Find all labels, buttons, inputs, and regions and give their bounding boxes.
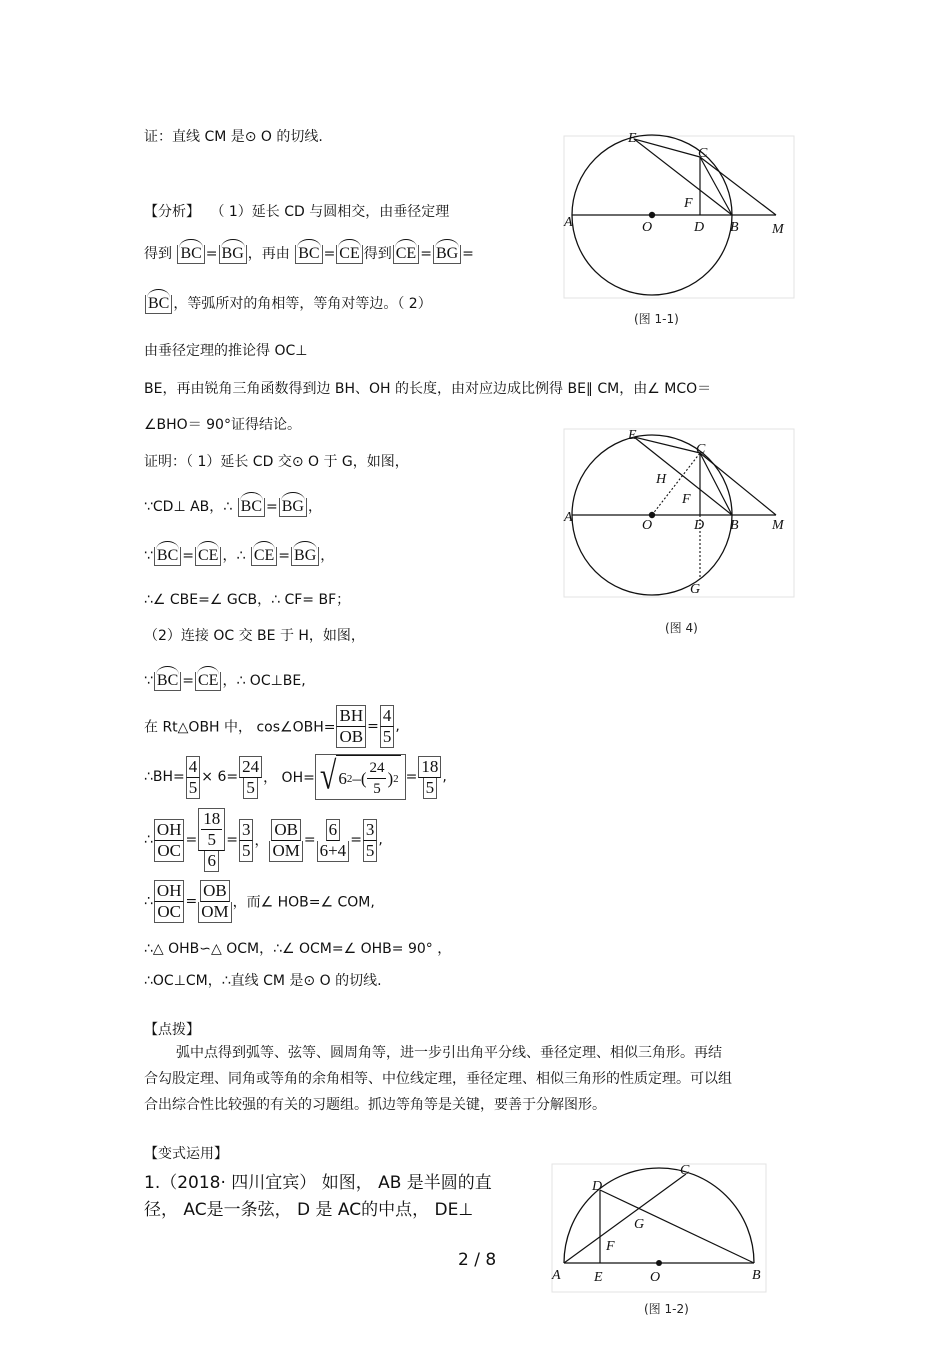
arc-bc: BC bbox=[177, 245, 204, 264]
proof-line-6 bbox=[144, 670, 306, 691]
text: ， OH= bbox=[263, 770, 315, 786]
text: 得到 bbox=[363, 246, 392, 262]
eq: = bbox=[185, 893, 198, 910]
label-A: A bbox=[552, 1268, 561, 1283]
fraction-ob-om bbox=[269, 819, 302, 862]
numerator: 4 bbox=[380, 705, 395, 727]
fraction-4-5 bbox=[380, 705, 395, 748]
denominator: OB bbox=[336, 727, 366, 748]
text: ∴BH= bbox=[144, 769, 185, 785]
analysis-line-5: BE，再由锐角三角函数得到边 BH、OH 的长度，由对应边成比例得 BE∥ CM，由∠ MCO＝ bbox=[144, 381, 712, 397]
comma: ， bbox=[307, 499, 322, 515]
eq: = bbox=[182, 673, 194, 689]
arc-bc: BC bbox=[295, 245, 322, 264]
arc-bg: BG bbox=[433, 245, 461, 264]
denominator: OM bbox=[198, 902, 231, 923]
label-O: O bbox=[642, 220, 653, 235]
text: 在 Rt△OBH 中， cos∠OBH= bbox=[144, 719, 336, 736]
eq: = bbox=[185, 832, 198, 848]
proof-line-bh: ∴BH= $\frac{4}{5}$ × 6= $\frac{24}{5}$ ， OH= √ 6 2 –( $\frac{24}{5}$ ) 2 = $\frac{18}{5}$ , bbox=[144, 754, 447, 800]
numerator: 24 bbox=[367, 758, 386, 779]
label-B: B bbox=[730, 220, 739, 235]
sqrt-expression: √ 6 2 –( $\frac{24}{5}$ ) 2 bbox=[315, 754, 406, 800]
arc-bc: BC bbox=[154, 672, 181, 691]
numerator: OB bbox=[200, 880, 230, 902]
question-line-1: 1.（2018· 四川宜宾） 如图， AB 是半圆的直 bbox=[144, 1173, 492, 1193]
denominator: 5 bbox=[239, 841, 254, 862]
eq: = bbox=[278, 548, 291, 564]
arc-bg: BG bbox=[279, 498, 307, 517]
label-C: C bbox=[680, 1163, 690, 1178]
analysis-text: （ 1）延长 CD 与圆相交，由垂径定理 bbox=[210, 204, 450, 220]
denominator: 5 bbox=[380, 727, 395, 748]
inner-den: 5 bbox=[207, 830, 216, 849]
statement-line: 证：直线 CM 是⊙ O 的切线. bbox=[144, 129, 323, 145]
arc-bg: BG bbox=[291, 547, 319, 566]
text: ，∴ OC⊥BE, bbox=[222, 673, 306, 689]
figure-1-1 bbox=[560, 130, 800, 300]
proof-line-conclusion: ∴OC⊥CM，∴直线 CM 是⊙ O 的切线. bbox=[144, 973, 382, 989]
arc-ce: CE bbox=[251, 547, 277, 566]
text: ∴ bbox=[144, 832, 153, 848]
proof-line-therefore bbox=[144, 880, 375, 923]
analysis-line-3 bbox=[144, 293, 432, 314]
fraction-24-5 bbox=[239, 756, 262, 799]
sqrt-exp: 2 bbox=[393, 772, 399, 785]
arc-bc: BC bbox=[238, 498, 265, 517]
label-M: M bbox=[772, 518, 784, 533]
numerator: 6 bbox=[326, 819, 341, 841]
fraction-oh-oc bbox=[154, 819, 185, 862]
eq: = bbox=[420, 246, 432, 262]
label-D: D bbox=[694, 518, 705, 533]
compound-fraction bbox=[198, 808, 225, 872]
variant-tag: 【变式运用】 bbox=[144, 1146, 228, 1162]
eq: = bbox=[367, 718, 379, 735]
denominator: 5 bbox=[243, 778, 258, 799]
proof-line-similar: ∴△ OHB∽△ OCM，∴∠ OCM=∠ OHB= 90° ， bbox=[144, 941, 452, 957]
label-O: O bbox=[650, 1270, 661, 1285]
label-B: B bbox=[752, 1268, 761, 1283]
numerator: 4 bbox=[186, 756, 201, 778]
arc-bg: BG bbox=[219, 245, 247, 264]
eq: = bbox=[323, 246, 336, 262]
question-line-2: 径， AC是一条弦， D 是 AC的中点， DE⊥ bbox=[144, 1200, 474, 1220]
text: ∴ bbox=[144, 893, 153, 910]
label-O: O bbox=[642, 518, 653, 533]
label-F: F bbox=[682, 492, 691, 507]
denominator: OM bbox=[269, 841, 302, 862]
text: ，再由 bbox=[247, 246, 290, 262]
denominator: 5 bbox=[186, 778, 201, 799]
text: ∵ bbox=[144, 673, 153, 689]
label-F: F bbox=[684, 196, 693, 211]
comma: ， bbox=[320, 548, 335, 564]
text: ∵CD⊥ AB，∴ bbox=[144, 499, 233, 515]
label-A: A bbox=[564, 215, 573, 230]
denominator: 6+4 bbox=[317, 841, 350, 862]
denominator: 5 bbox=[373, 781, 381, 797]
numerator bbox=[198, 808, 225, 851]
label-D: D bbox=[592, 1179, 603, 1194]
label-E: E bbox=[594, 1270, 603, 1285]
numerator: 3 bbox=[239, 819, 254, 841]
text: ，而∠ HOB=∠ COM, bbox=[232, 894, 375, 911]
label-A: A bbox=[564, 510, 573, 525]
text: 得到 bbox=[144, 246, 172, 262]
tip-tag: 【点拨】 bbox=[144, 1022, 200, 1038]
arc-ce: CE bbox=[336, 245, 362, 264]
sqrt-base: 6 bbox=[338, 768, 347, 788]
text: × 6= bbox=[201, 769, 239, 785]
label-C: C bbox=[698, 146, 708, 161]
denominator: 5 bbox=[423, 778, 438, 799]
inner-num: 18 bbox=[203, 809, 221, 828]
caption-1-2: (图 1-2) bbox=[644, 1302, 689, 1316]
proof-line-2 bbox=[144, 496, 322, 517]
label-B: B bbox=[730, 518, 739, 533]
arc-ce: CE bbox=[393, 245, 419, 264]
sqrt-minus: –( bbox=[352, 768, 367, 788]
arc-bc: BC bbox=[154, 547, 181, 566]
analysis-line-2 bbox=[144, 243, 474, 264]
analysis-line-4: 由垂径定理的推论得 OC⊥ bbox=[144, 343, 308, 359]
label-H: H bbox=[656, 472, 667, 487]
figure-4 bbox=[560, 423, 800, 598]
analysis-line-1 bbox=[144, 201, 449, 221]
label-C: C bbox=[696, 442, 706, 457]
fraction-3-5 bbox=[363, 819, 378, 862]
text: ，∴ bbox=[222, 548, 246, 564]
eq: = bbox=[226, 832, 238, 848]
label-M: M bbox=[772, 222, 784, 237]
arc-ce: CE bbox=[195, 672, 221, 691]
fraction-bh-ob bbox=[336, 705, 366, 748]
text: ，等弧所对的角相等，等角对等边。（ 2） bbox=[173, 296, 432, 312]
arc-bc: BC bbox=[145, 295, 172, 314]
label-G: G bbox=[690, 582, 701, 597]
denominator: OC bbox=[154, 902, 184, 923]
numerator: 24 bbox=[239, 756, 262, 778]
fraction-6-6p4 bbox=[317, 819, 350, 862]
numerator: OB bbox=[271, 819, 301, 841]
proof-line-cos: 在 Rt△OBH 中， cos∠OBH= $\frac{BH}{OB}$ = $\frac{4}{5}$ , bbox=[144, 706, 400, 746]
numerator: OH bbox=[154, 880, 185, 902]
numerator: OH bbox=[154, 819, 185, 841]
fraction-24-5 bbox=[367, 758, 386, 799]
numerator: 3 bbox=[363, 819, 378, 841]
analysis-tag: 【分析】 bbox=[144, 204, 200, 220]
label-D: D bbox=[694, 220, 705, 235]
numerator: 18 bbox=[418, 756, 441, 778]
fraction-3-5 bbox=[239, 819, 254, 862]
caption-4: (图 4) bbox=[665, 621, 698, 635]
denominator: 5 bbox=[363, 841, 378, 862]
eq: = bbox=[182, 548, 194, 564]
eq: = bbox=[303, 832, 316, 848]
fraction-18-5 bbox=[418, 756, 441, 799]
analysis-line-6: ∠BHO＝ 90°证得结论。 bbox=[144, 417, 301, 433]
eq: = bbox=[405, 769, 418, 785]
label-G: G bbox=[634, 1217, 645, 1232]
fraction-4-5 bbox=[186, 756, 201, 799]
label-E: E bbox=[628, 131, 637, 146]
proof-line-1: 证明：（ 1）延长 CD 交⊙ O 于 G，如图， bbox=[144, 454, 409, 470]
numerator: BH bbox=[336, 705, 366, 727]
eq: = bbox=[350, 832, 362, 848]
fraction-oh-oc bbox=[154, 880, 185, 923]
denominator: OC bbox=[154, 841, 184, 862]
denominator: 6 bbox=[204, 851, 219, 872]
sqrt-exp: 2 bbox=[346, 772, 353, 785]
text: ∵ bbox=[144, 548, 153, 564]
eq: = bbox=[205, 246, 218, 262]
caption-1-1: (图 1-1) bbox=[634, 312, 679, 326]
tip-paragraph: 弧中点得到弧等、弦等、圆周角等，进一步引出角平分线、垂径定理、相似三角形。再结合勾股定理、同角或等角的余角相等、中位线定理，垂径定理、相似三角形的性质定理。可以组合出综合性比较强的有关的习题组。抓边等角等是关键，要善于分解图形。 bbox=[144, 1045, 732, 1113]
label-E: E bbox=[628, 428, 637, 443]
proof-line-4: ∴∠ CBE=∠ GCB，∴ CF= BF； bbox=[144, 592, 351, 608]
proof-line-5: （2）连接 OC 交 BE 于 H，如图， bbox=[144, 628, 365, 644]
eq: = bbox=[462, 246, 474, 262]
page-number: 2 / 8 bbox=[458, 1250, 497, 1270]
fraction-ob-om bbox=[198, 880, 231, 923]
eq: = bbox=[266, 499, 278, 515]
figure-1-2 bbox=[550, 1160, 770, 1295]
label-F: F bbox=[606, 1239, 615, 1254]
proof-line-3 bbox=[144, 545, 334, 566]
arc-ce: CE bbox=[195, 547, 221, 566]
proof-line-ratio: ∴ $\frac{OH}{OC}$ = $\frac{\frac{18}{5}}{6}$ = $\frac{3}{5}$ ， $\frac{OB}{OM}$ = $\frac{6}{6+4}$ = $\frac{3}{5}$ , bbox=[144, 809, 383, 870]
